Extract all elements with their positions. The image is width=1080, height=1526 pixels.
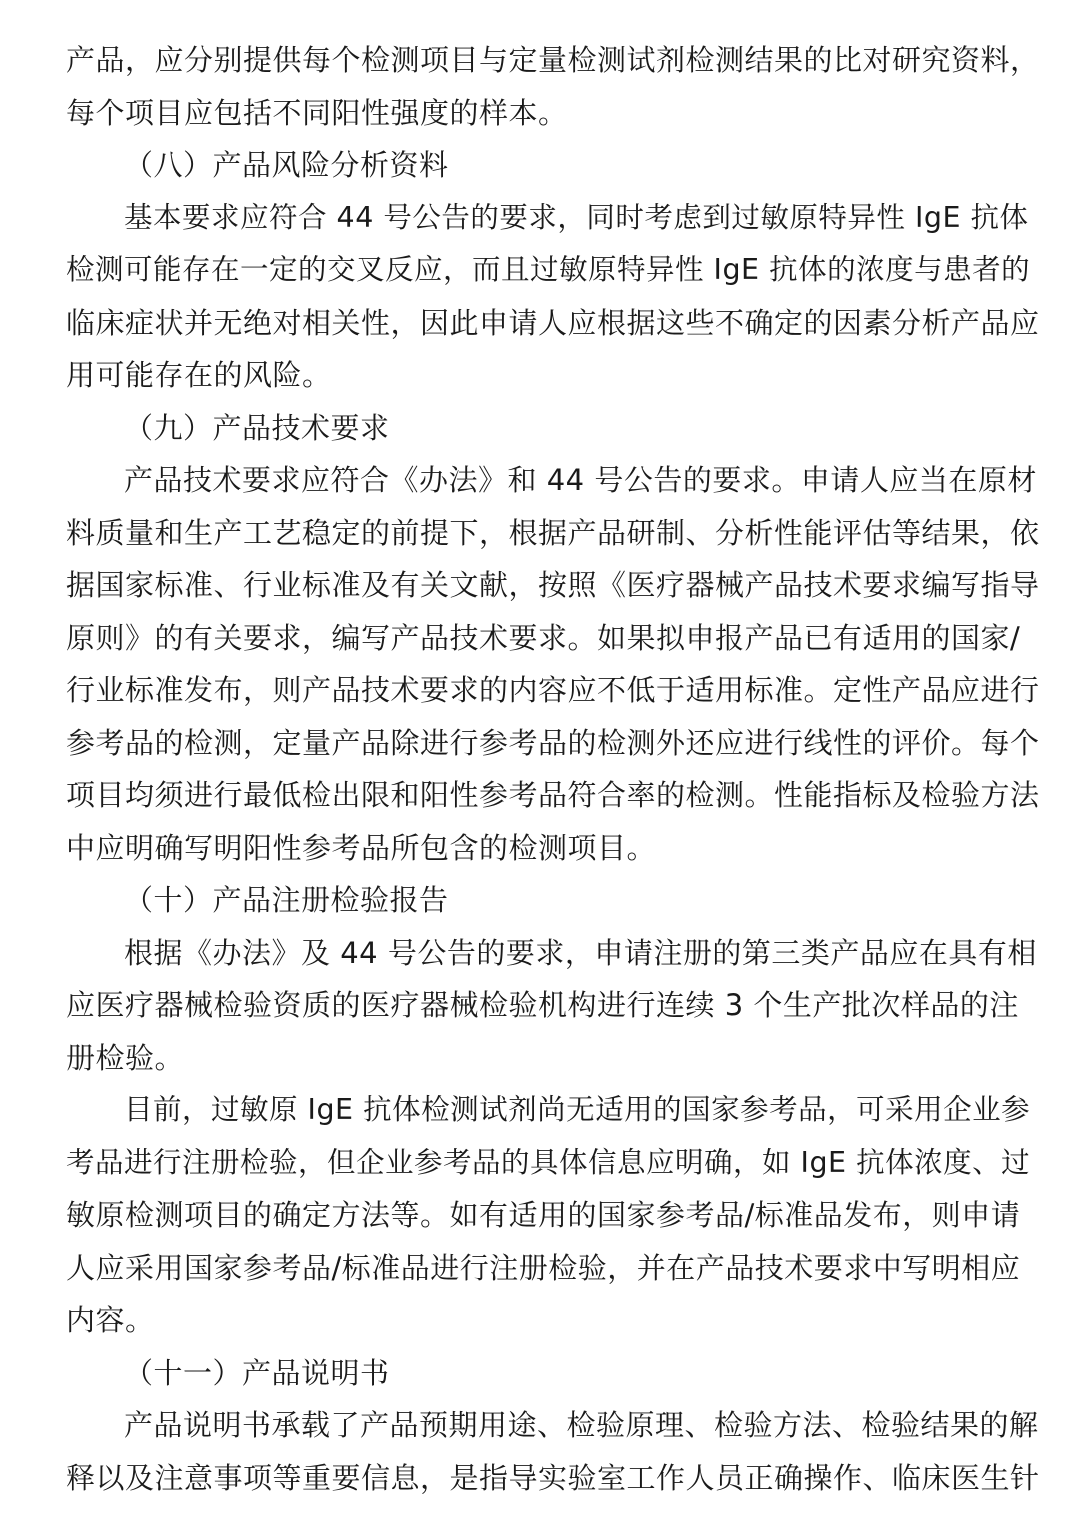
text-line: 敏原检测项目的确定方法等。如有适用的国家参考品/标准品发布，则申请 (66, 1198, 1021, 1232)
text-line: 参考品的检测，定量产品除进行参考品的检测外还应进行线性的评价。每个 (66, 726, 1040, 760)
text-line: 人应采用国家参考品/标准品进行注册检验，并在产品技术要求中写明相应 (66, 1251, 1021, 1285)
text-line: 检测可能存在一定的交叉反应，而且过敏原特异性 IgE 抗体的浓度与患者的 (66, 253, 1031, 286)
text-line: 原则》的有关要求，编写产品技术要求。如果拟申报产品已有适用的国家/ (66, 621, 1021, 655)
text-line: 册检验。 (66, 1041, 185, 1075)
text-line: 行业标准发布，则产品技术要求的内容应不低于适用标准。定性产品应进行 (66, 673, 1040, 707)
text-line: 产品说明书承载了产品预期用途、检验原理、检验方法、检验结果的解 (124, 1408, 1039, 1442)
text-line: 据国家标准、行业标准及有关文献，按照《医疗器械产品技术要求编写指导 (66, 568, 1040, 602)
text-line: 内容。 (66, 1303, 155, 1337)
text-line: 项目均须进行最低检出限和阳性参考品符合率的检测。性能指标及检验方法 (66, 778, 1040, 812)
text-line: 应医疗器械检验资质的医疗器械检验机构进行连续 3 个生产批次样品的注 (66, 988, 1019, 1022)
text-line: 用可能存在的风险。 (66, 358, 332, 392)
section-heading-9: （九）产品技术要求 (124, 411, 390, 445)
text-line: 基本要求应符合 44 号公告的要求，同时考虑到过敏原特异性 IgE 抗体 (124, 201, 1029, 234)
text-line: 每个项目应包括不同阳性强度的样本。 (66, 96, 568, 130)
text-line: 产品，应分别提供每个检测项目与定量检测试剂检测结果的比对研究资料， (66, 43, 1040, 77)
section-heading-11: （十一）产品说明书 (124, 1356, 390, 1390)
text-line: 考品进行注册检验，但企业参考品的具体信息应明确，如 IgE 抗体浓度、过 (66, 1146, 1031, 1179)
text-line: 根据《办法》及 44 号公告的要求，申请注册的第三类产品应在具有相 (124, 936, 1037, 970)
text-line: 产品技术要求应符合《办法》和 44 号公告的要求。申请人应当在原材 (124, 463, 1037, 497)
text-line: 释以及注意事项等重要信息，是指导实验室工作人员正确操作、临床医生针 (66, 1461, 1040, 1495)
text-line: 目前，过敏原 IgE 抗体检测试剂尚无适用的国家参考品，可采用企业参 (124, 1093, 1031, 1126)
section-heading-10: （十）产品注册检验报告 (124, 883, 449, 917)
text-line: 临床症状并无绝对相关性，因此申请人应根据这些不确定的因素分析产品应 (66, 306, 1040, 340)
text-line: 中应明确写明阳性参考品所包含的检测项目。 (66, 831, 657, 865)
text-line: 料质量和生产工艺稳定的前提下，根据产品研制、分析性能评估等结果，依 (66, 516, 1040, 550)
section-heading-8: （八）产品风险分析资料 (124, 148, 449, 182)
